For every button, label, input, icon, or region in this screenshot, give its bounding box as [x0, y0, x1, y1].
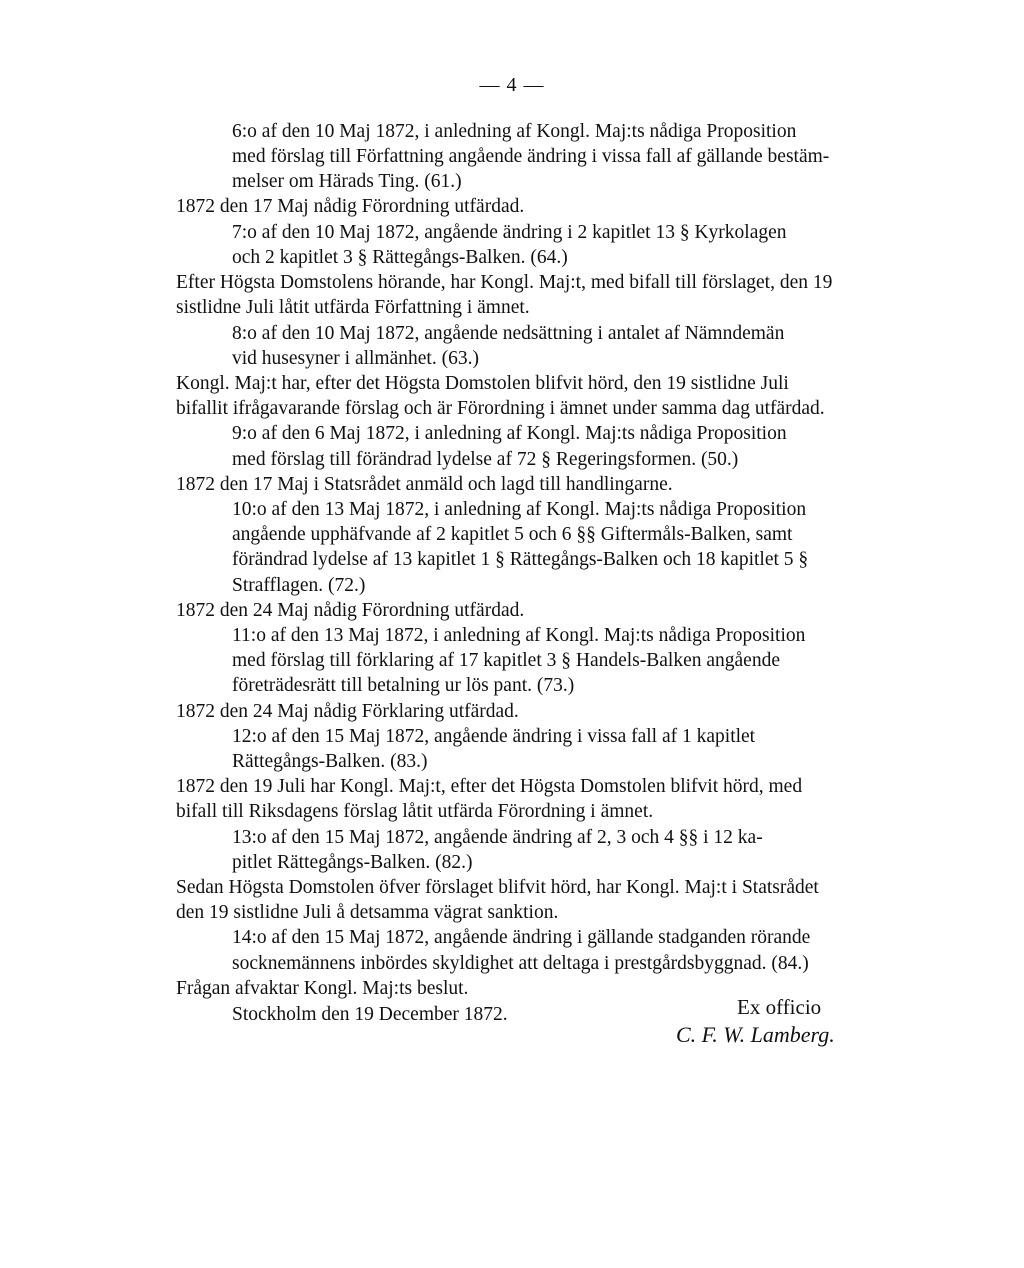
- text-line: 12:o af den 15 Maj 1872, angående ändring i vissa fall af 1 kapitlet: [232, 726, 756, 747]
- text-line: Efter Högsta Domstolens hörande, har Kongl. Maj:t, med bifall till förslaget, den 19: [176, 272, 833, 293]
- text-line: med förslag till förändrad lydelse af 72 § Regeringsformen. (50.): [232, 449, 739, 470]
- text-line: 1872 den 24 Maj nådig Förklaring utfärdad.: [176, 701, 519, 722]
- text-line: 11:o af den 13 Maj 1872, i anledning af Kongl. Maj:ts nådiga Proposition: [232, 625, 806, 646]
- text-line: med förslag till Författning angående ändring i vissa fall af gällande bestäm-: [232, 146, 830, 167]
- text-line: 7:o af den 10 Maj 1872, angående ändring i 2 kapitlet 13 § Kyrkolagen: [232, 222, 787, 243]
- text-line: och 2 kapitlet 3 § Rättegångs-Balken. (64.): [232, 247, 568, 268]
- text-line: Kongl. Maj:t har, efter det Högsta Domstolen blifvit hörd, den 19 sistlidne Juli: [176, 373, 789, 394]
- text-line: Rättegångs-Balken. (83.): [232, 751, 428, 772]
- text-line: Stockholm den 19 December 1872.: [232, 1004, 508, 1025]
- text-line: sistlidne Juli låtit utfärda Författning i ämnet.: [176, 297, 530, 318]
- text-line: 10:o af den 13 Maj 1872, i anledning af Kongl. Maj:ts nådiga Proposition: [232, 499, 807, 520]
- text-line: vid husesyner i allmänhet. (63.): [232, 348, 479, 369]
- text-line: företrädesrätt till betalning ur lös pant. (73.): [232, 675, 575, 696]
- text-line: 1872 den 17 Maj i Statsrådet anmäld och lagd till handlingarne.: [176, 474, 673, 495]
- text-line: 6:o af den 10 Maj 1872, i anledning af Kongl. Maj:ts nådiga Proposition: [232, 121, 797, 142]
- page-number: — 4 —: [479, 74, 545, 96]
- text-line: 1872 den 17 Maj nådig Förordning utfärdad.: [176, 196, 525, 217]
- text-line: Strafflagen. (72.): [232, 575, 366, 596]
- text-line: Frågan afvaktar Kongl. Maj:ts beslut.: [176, 978, 469, 999]
- text-line: bifallit ifrågavarande förslag och är Förordning i ämnet under samma dag utfärdad.: [176, 398, 825, 419]
- text-line: 14:o af den 15 Maj 1872, angående ändring i gällande stadganden rörande: [232, 927, 811, 948]
- signature-title: Ex officio: [737, 995, 822, 1019]
- text-line: pitlet Rättegångs-Balken. (82.): [232, 852, 473, 873]
- text-line: Sedan Högsta Domstolen öfver förslaget blifvit hörd, har Kongl. Maj:t i Statsrådet: [176, 877, 819, 898]
- text-line: med förslag till förklaring af 17 kapitlet 3 § Handels-Balken angående: [232, 650, 780, 671]
- text-line: bifall till Riksdagens förslag låtit utfärda Förordning i ämnet.: [176, 801, 654, 822]
- text-line: 9:o af den 6 Maj 1872, i anledning af Kongl. Maj:ts nådiga Proposition: [232, 423, 787, 444]
- signature-name: C. F. W. Lamberg.: [676, 1022, 835, 1047]
- text-line: 13:o af den 15 Maj 1872, angående ändring af 2, 3 och 4 §§ i 12 ka-: [232, 827, 763, 848]
- text-line: socknemännens inbördes skyldighet att deltaga i prestgårdsbyggnad. (84.): [232, 953, 809, 974]
- text-line: 1872 den 24 Maj nådig Förordning utfärdad.: [176, 600, 525, 621]
- text-line: 8:o af den 10 Maj 1872, angående nedsättning i antalet af Nämndemän: [232, 323, 785, 344]
- text-line: 1872 den 19 Juli har Kongl. Maj:t, efter det Högsta Domstolen blifvit hörd, med: [176, 776, 803, 797]
- text-line: melser om Härads Ting. (61.): [232, 171, 462, 192]
- text-line: den 19 sistlidne Juli å detsamma vägrat sanktion.: [176, 902, 559, 923]
- text-line: angående upphäfvande af 2 kapitlet 5 och 6 §§ Giftermåls-Balken, samt: [232, 524, 793, 545]
- text-line: förändrad lydelse af 13 kapitlet 1 § Rättegångs-Balken och 18 kapitlet 5 §: [232, 549, 809, 570]
